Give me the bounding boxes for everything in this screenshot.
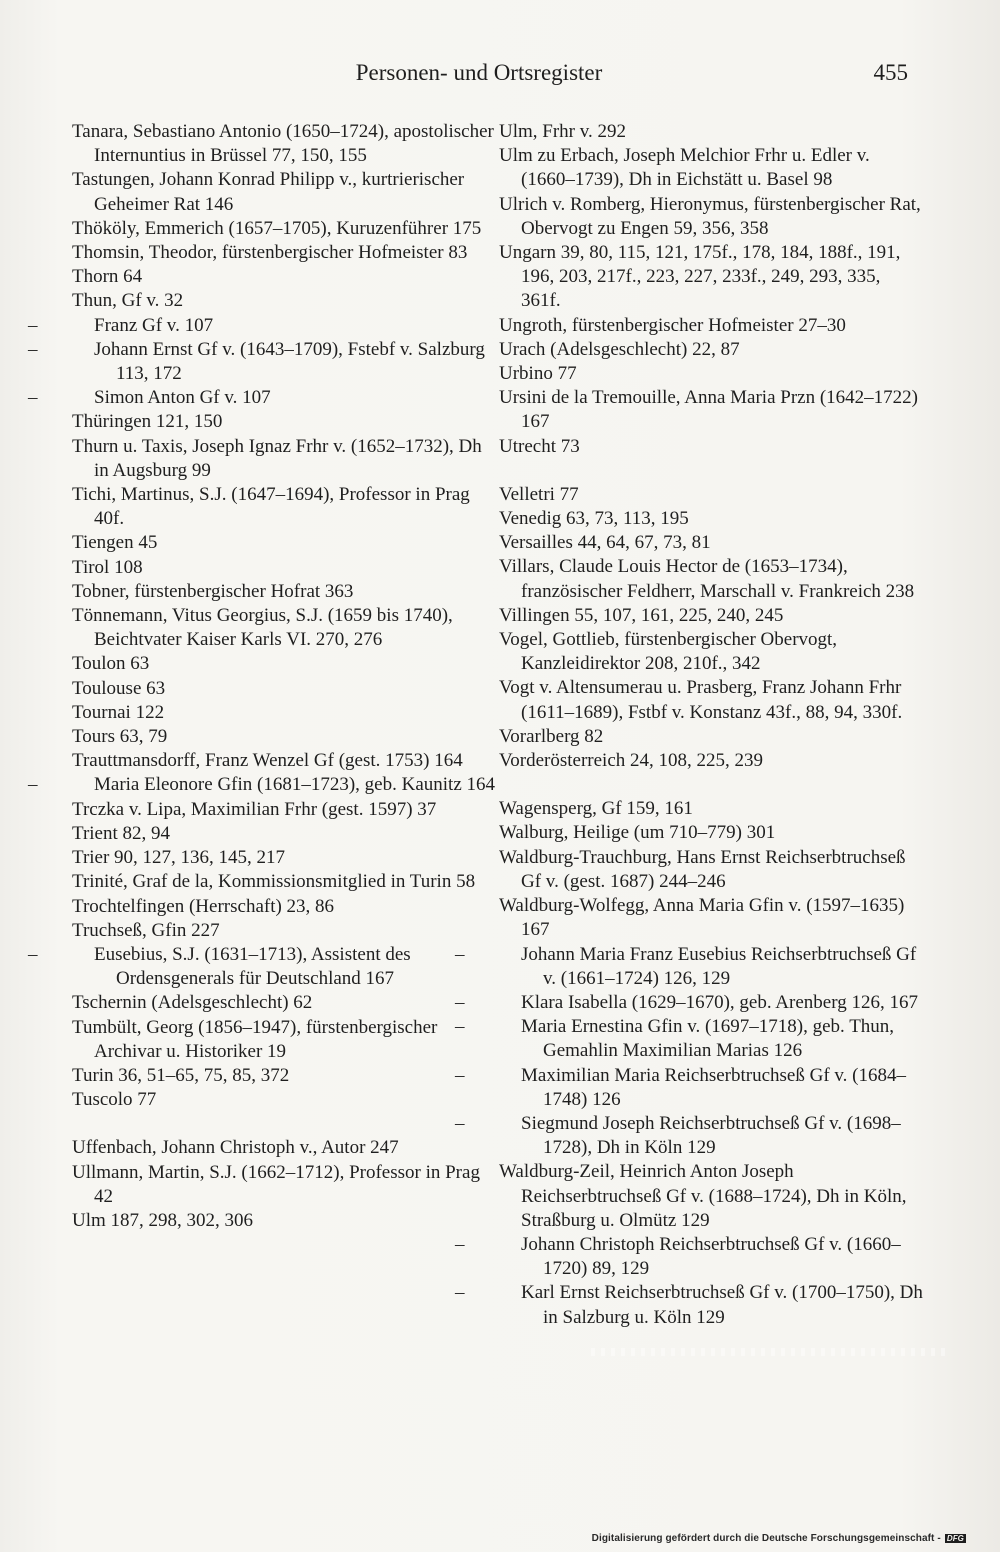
entry-text: Vogt v. Altensumerau u. Prasberg, Franz Johann Frhr (1611–1689), Fstbf v. Konstanz 43f., 88, 94, 330f. xyxy=(499,677,903,723)
index-entry xyxy=(72,1161,497,1209)
index-subentry xyxy=(455,1281,924,1329)
index-subentry xyxy=(455,1064,924,1112)
entry-text: Siegmund Joseph Reichserbtruchseß Gf v. (1698–1728), Dh in Köln 129 xyxy=(521,1112,901,1159)
index-entry xyxy=(72,241,497,265)
index-entry xyxy=(72,531,497,555)
entry-text: Ulm zu Erbach, Joseph Melchior Frhr u. Edler v. (1660–1739), Dh in Eichstätt u. Basel 98 xyxy=(499,145,870,191)
entry-text: Ursini de la Tremouille, Anna Maria Przn (1642–1722) 167 xyxy=(499,387,919,433)
entry-text: Wagensperg, Gf 159, 161 xyxy=(499,798,693,820)
index-entry xyxy=(499,676,924,724)
index-entry xyxy=(499,120,924,144)
index-subentry xyxy=(28,773,497,797)
entry-text: Tours 63, 79 xyxy=(72,726,168,748)
entry-text: Vorarlberg 82 xyxy=(499,725,604,747)
letter-gap xyxy=(72,1112,497,1136)
index-entry xyxy=(72,895,497,919)
entry-text: Vogel, Gottlieb, fürstenbergischer Obervogt, Kanzleidirektor 208, 210f., 342 xyxy=(499,629,838,675)
index-entry xyxy=(72,1136,497,1160)
index-entry xyxy=(72,168,497,216)
entry-text: Villingen 55, 107, 161, 225, 240, 245 xyxy=(499,604,784,626)
entry-text: Turin 36, 51–65, 75, 85, 372 xyxy=(72,1064,290,1086)
entry-text: Trier 90, 127, 136, 145, 217 xyxy=(72,847,286,869)
index-entry xyxy=(499,749,924,773)
entry-text: Tuscolo 77 xyxy=(72,1089,157,1111)
entry-text: Toulouse 63 xyxy=(72,677,166,699)
subentry-dash: – xyxy=(455,1112,465,1134)
index-entry xyxy=(72,701,497,725)
index-subentry xyxy=(28,386,497,410)
entry-text: Tschernin (Adelsgeschlecht) 62 xyxy=(72,992,313,1014)
index-entry xyxy=(499,821,924,845)
entry-text: Tastungen, Johann Konrad Philipp v., kurtrierischer Geheimer Rat 146 xyxy=(72,169,465,215)
entry-text: Thüringen 121, 150 xyxy=(72,411,223,433)
index-entry xyxy=(499,894,924,942)
entry-text: Thun, Gf v. 32 xyxy=(72,290,184,312)
entry-text: Ulm 187, 298, 302, 306 xyxy=(72,1209,254,1231)
index-entry xyxy=(72,846,497,870)
index-entry xyxy=(499,314,924,338)
index-entry xyxy=(72,556,497,580)
entry-text: Villars, Claude Louis Hector de (1653–1734), französischer Feldherr, Marschall v. Frankreich 238 xyxy=(499,556,915,602)
entry-text: Trczka v. Lipa, Maximilian Frhr (gest. 1597) 37 xyxy=(72,798,437,820)
index-entry xyxy=(499,604,924,628)
letter-gap xyxy=(499,773,924,797)
index-entry xyxy=(72,1209,497,1233)
index-subentry xyxy=(455,991,924,1015)
index-subentry xyxy=(455,943,924,991)
index-entry xyxy=(72,749,497,773)
subentry-dash: – xyxy=(455,1233,465,1255)
footer-text: Digitalisierung gefördert durch die Deutsche Forschungsgemeinschaft - xyxy=(591,1533,941,1544)
entry-text: Ulm, Frhr v. 292 xyxy=(499,121,627,142)
index-entry xyxy=(72,870,497,894)
entry-text: Klara Isabella (1629–1670), geb. Arenberg 126, 167 xyxy=(521,991,918,1013)
entry-text: Ullmann, Martin, S.J. (1662–1712), Professor in Prag 42 xyxy=(72,1161,480,1207)
index-entry xyxy=(499,144,924,192)
index-entry xyxy=(499,555,924,603)
index-entry xyxy=(499,362,924,386)
entry-text: Thököly, Emmerich (1657–1705), Kuruzenführer 175 xyxy=(72,217,482,239)
entry-text: Thomsin, Theodor, fürstenbergischer Hofmeister 83 xyxy=(72,242,468,264)
index-entry xyxy=(499,725,924,749)
entry-text: Velletri 77 xyxy=(499,483,579,505)
entry-text: Franz Gf v. 107 xyxy=(94,314,214,336)
index-entry xyxy=(499,193,924,241)
entry-text: Urach (Adelsgeschlecht) 22, 87 xyxy=(499,338,740,360)
entry-text: Johann Christoph Reichserbtruchseß Gf v. (1660–1720) 89, 129 xyxy=(521,1233,901,1280)
index-entry xyxy=(72,289,497,313)
entry-text: Maximilian Maria Reichserbtruchseß Gf v. (1684–1748) 126 xyxy=(521,1064,907,1110)
entry-text: Maria Eleonore Gfin (1681–1723), geb. Kaunitz 164 xyxy=(94,774,496,796)
index-entry xyxy=(72,217,497,241)
entry-text: Johann Maria Franz Eusebius Reichserbtruchseß Gf v. (1661–1724) 126, 129 xyxy=(521,943,917,989)
entry-text: Walburg, Heilige (um 710–779) 301 xyxy=(499,822,776,844)
entry-text: Urbino 77 xyxy=(499,363,577,385)
index-entry xyxy=(499,628,924,676)
subentry-dash: – xyxy=(455,1064,465,1086)
index-entry xyxy=(72,265,497,289)
index-entry xyxy=(499,386,924,434)
index-subentry xyxy=(28,338,497,386)
scan-artifact xyxy=(585,1348,945,1356)
index-entry xyxy=(72,483,497,531)
index-entry xyxy=(499,241,924,314)
entry-text: Trauttmansdorff, Franz Wenzel Gf (gest. 1753) 164 xyxy=(72,750,463,772)
entry-text: Johann Ernst Gf v. (1643–1709), Fstebf v. Salzburg 113, 172 xyxy=(94,338,485,385)
entry-text: Trient 82, 94 xyxy=(72,822,171,844)
index-entry xyxy=(499,797,924,821)
index-entry xyxy=(72,1016,497,1064)
entry-text: Trochtelfingen (Herrschaft) 23, 86 xyxy=(72,895,335,917)
index-column-right xyxy=(455,120,924,1330)
index-entry xyxy=(72,798,497,822)
entry-text: Thurn u. Taxis, Joseph Ignaz Frhr v. (1652–1732), Dh in Augsburg 99 xyxy=(72,435,482,481)
entry-text: Vorderösterreich 24, 108, 225, 239 xyxy=(499,750,764,772)
index-entry xyxy=(499,1160,924,1233)
index-entry xyxy=(72,652,497,676)
entry-text: Ungroth, fürstenbergischer Hofmeister 27–30 xyxy=(499,314,846,336)
entry-text: Tournai 122 xyxy=(72,701,165,723)
subentry-dash: – xyxy=(455,943,465,965)
entry-text: Waldburg-Trauchburg, Hans Ernst Reichserbtruchseß Gf v. (gest. 1687) 244–246 xyxy=(499,846,906,892)
entry-text: Thorn 64 xyxy=(72,266,143,288)
index-subentry xyxy=(455,1015,924,1063)
index-entry xyxy=(72,822,497,846)
subentry-dash: – xyxy=(455,1016,465,1038)
entry-text: Tirol 108 xyxy=(72,556,143,578)
index-entry xyxy=(499,846,924,894)
index-entry xyxy=(72,1088,497,1112)
index-entry xyxy=(499,338,924,362)
subentry-dash: – xyxy=(28,774,38,796)
index-entry xyxy=(499,531,924,555)
entry-text: Waldburg-Zeil, Heinrich Anton Joseph Reichserbtruchseß Gf v. (1688–1724), Dh in Köln, Straßburg u. Olmütz 129 xyxy=(499,1161,907,1231)
entry-text: Tumbült, Georg (1856–1947), fürstenbergischer Archivar u. Historiker 19 xyxy=(72,1016,438,1062)
subentry-dash: – xyxy=(28,943,38,965)
index-entry xyxy=(72,677,497,701)
entry-text: Utrecht 73 xyxy=(499,435,580,457)
index-entry xyxy=(72,604,497,652)
subentry-dash: – xyxy=(455,991,465,1013)
index-entry xyxy=(72,1064,497,1088)
dfg-logo: DFG xyxy=(946,1533,964,1543)
entry-text: Waldburg-Wolfegg, Anna Maria Gfin v. (1597–1635) 167 xyxy=(499,895,905,941)
entry-text: Venedig 63, 73, 113, 195 xyxy=(499,508,689,530)
entry-text: Versailles 44, 64, 67, 73, 81 xyxy=(499,532,711,554)
index-subentry xyxy=(455,1112,924,1160)
index-subentry xyxy=(455,1233,924,1281)
index-entry xyxy=(72,120,497,168)
index-entry xyxy=(72,580,497,604)
subentry-dash: – xyxy=(28,314,38,336)
index-entry xyxy=(72,410,497,434)
entry-text: Trinité, Graf de la, Kommissionsmitglied in Turin 58 xyxy=(72,871,476,893)
entry-text: Ulrich v. Romberg, Hieronymus, fürstenbergischer Rat, Obervogt zu Engen 59, 356, 358 xyxy=(499,193,921,239)
entry-text: Tobner, fürstenbergischer Hofrat 363 xyxy=(72,580,354,602)
index-entry xyxy=(499,435,924,459)
subentry-dash: – xyxy=(28,338,38,360)
entry-text: Karl Ernst Reichserbtruchseß Gf v. (1700–1750), Dh in Salzburg u. Köln 129 xyxy=(521,1282,923,1328)
subentry-dash: – xyxy=(455,1282,465,1304)
index-subentry xyxy=(28,943,497,991)
entry-text: Simon Anton Gf v. 107 xyxy=(94,387,271,409)
entry-text: Tönnemann, Vitus Georgius, S.J. (1659 bis 1740), Beichtvater Kaiser Karls VI. 270, 276 xyxy=(72,605,453,651)
entry-text: Tichi, Martinus, S.J. (1647–1694), Professor in Prag 40f. xyxy=(72,484,470,530)
entry-text: Uffenbach, Johann Christoph v., Autor 247 xyxy=(72,1137,399,1159)
entry-text: Eusebius, S.J. (1631–1713), Assistent des Ordensgenerals für Deutschland 167 xyxy=(94,943,411,990)
index-entry xyxy=(72,435,497,483)
entry-text: Tanara, Sebastiano Antonio (1650–1724), apostolischer Internuntius in Brüssel 77, 150, 155 xyxy=(72,121,494,167)
entry-text: Ungarn 39, 80, 115, 121, 175f., 178, 184, 188f., 191, 196, 203, 217f., 223, 227, 233f., 249, 293, 335, 361f. xyxy=(499,242,901,312)
index-column-left xyxy=(28,120,497,1233)
entry-text: Maria Ernestina Gfin v. (1697–1718), geb. Thun, Gemahlin Maximilian Marias 126 xyxy=(521,1016,895,1062)
entry-text: Tiengen 45 xyxy=(72,532,158,554)
subentry-dash: – xyxy=(28,387,38,409)
page-number: 455 xyxy=(873,60,908,85)
index-entry xyxy=(72,919,497,943)
index-entry xyxy=(499,507,924,531)
entry-text: Truchseß, Gfin 227 xyxy=(72,919,220,941)
entry-text: Toulon 63 xyxy=(72,653,150,675)
index-entry xyxy=(499,483,924,507)
index-entry xyxy=(72,991,497,1015)
footer-credit xyxy=(592,1533,966,1544)
index-subentry xyxy=(28,314,497,338)
index-entry xyxy=(72,725,497,749)
letter-gap xyxy=(499,459,924,483)
page-title: Personen- und Ortsregister xyxy=(355,60,603,85)
